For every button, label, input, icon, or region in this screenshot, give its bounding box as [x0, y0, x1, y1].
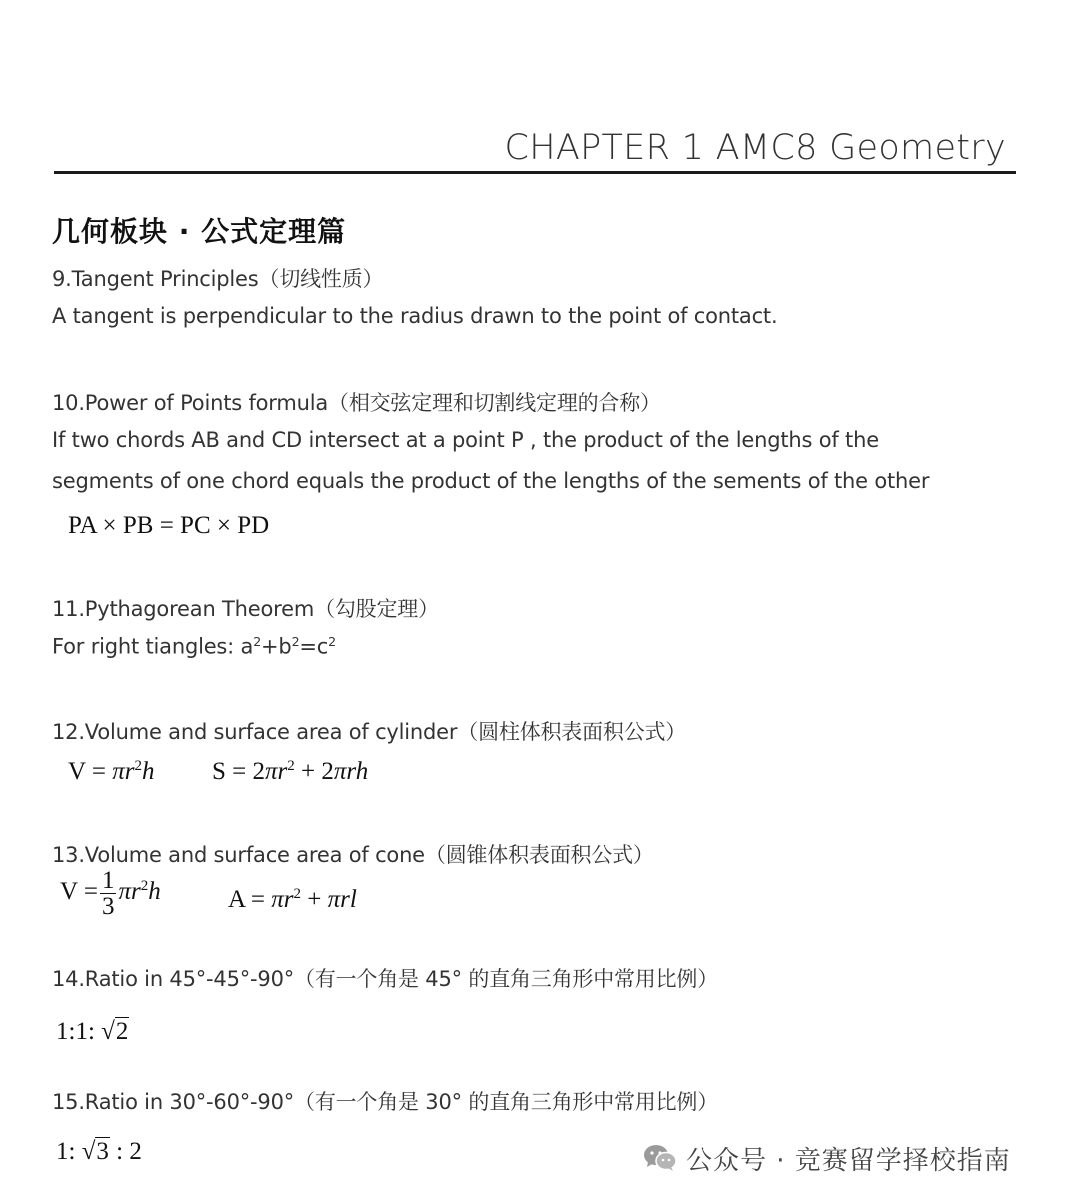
cylinder-volume-formula: $V = \pi r^2h$: [68, 758, 155, 785]
item-11-title: 11.Pythagorean Theorem（勾股定理）: [52, 597, 439, 621]
watermark-text: 公众号 · 竞赛留学择校指南: [686, 1145, 1011, 1176]
one-third-fraction: $\frac{1}{3}$: [101, 867, 115, 920]
ratio-45-45-90: 1:1: √2: [56, 1018, 129, 1045]
cone-surface-formula: $A = \pi r^2 + \pi rl$: [228, 886, 357, 913]
item-13-title: 13.Volume and surface area of cone（圆锥体积表面积公式）: [52, 843, 654, 867]
wechat-icon: [642, 1143, 678, 1173]
ratio-30-60-90: 1: √3 : 2: [56, 1138, 142, 1165]
header-divider: [54, 171, 1016, 174]
item-10-title: 10.Power of Points formula（相交弦定理和切割线定理的合称）: [52, 391, 661, 415]
item-10-text-2: segments of one chord equals the product of the lengths of the sements of the other: [52, 469, 930, 493]
item-11-text: For right tiangles: $a^2+b^2=c^2$: [52, 634, 336, 659]
watermark: [642, 1138, 1011, 1178]
power-of-point-formula: PA × PB = PC × PD: [68, 512, 270, 539]
cone-volume-formula: V = $\frac{1}{3}$ $\pi r^2h$: [60, 867, 161, 920]
item-10-text-1: If two chords AB and CD intersect at a point P , the product of the lengths of the: [52, 428, 879, 452]
item-11-prefix: For right tiangles:: [52, 634, 241, 659]
item-14-title: 14.Ratio in 45°-45°-90°（有一个角是 45° 的直角三角形中常用比例）: [52, 967, 718, 991]
section-heading: 几何板块 · 公式定理篇: [52, 215, 347, 248]
item-12-title: 12.Volume and surface area of cylinder（圆柱体积表面积公式）: [52, 720, 687, 744]
chapter-title: CHAPTER 1 AMC8 Geometry: [504, 128, 1006, 168]
item-15-title: 15.Ratio in 30°-60°-90°（有一个角是 30° 的直角三角形中常用比例）: [52, 1090, 718, 1114]
item-9-title: 9.Tangent Principles（切线性质）: [52, 267, 384, 291]
cylinder-surface-formula: $S = 2\pi r^2 + 2\pi rh$: [212, 758, 369, 785]
item-9-text: A tangent is perpendicular to the radius drawn to the point of contact.: [52, 304, 778, 328]
